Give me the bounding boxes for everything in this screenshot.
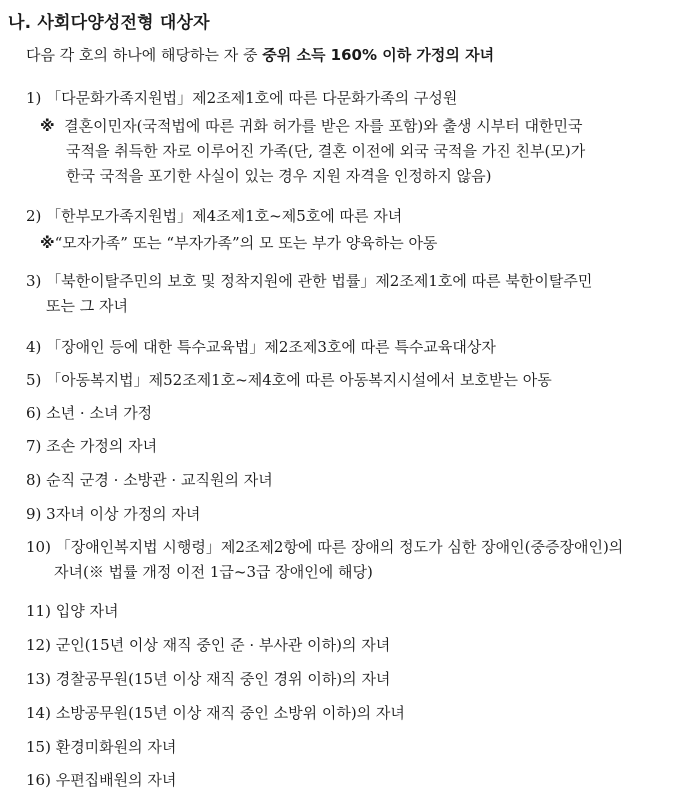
list-item-6: 6) 소년 · 소녀 가정 [26, 404, 153, 422]
list-item-12: 12) 군인(15년 이상 재직 중인 준 · 부사관 이하)의 자녀 [26, 636, 391, 654]
list-item-1: 1) 「다문화가족지원법」제2조제1호에 따른 다문화가족의 구성원 [26, 89, 458, 107]
list-item-10-line-2: 자녀(※ 법률 개정 이전 1급~3급 장애인에 해당) [54, 563, 373, 581]
list-item-2: 2) 「한부모가족지원법」제4조제1호~제5호에 따른 자녀 [26, 207, 403, 225]
list-item-4: 4) 「장애인 등에 대한 특수교육법」제2조제3호에 따른 특수교육대상자 [26, 338, 496, 356]
note-text: “모자가족” 또는 “부자가족”의 모 또는 부가 양육하는 아동 [54, 234, 438, 252]
list-item-14: 14) 소방공무원(15년 이상 재직 중인 소방위 이하)의 자녀 [26, 704, 405, 722]
note-mark: ※ [40, 234, 55, 252]
section-heading: 나. 사회다양성전형 대상자 [8, 13, 210, 33]
note-item-1-line-3: 한국 국적을 포기한 사실이 있는 경우 지원 자격을 인정하지 않음) [66, 167, 492, 185]
note-item-1-line-1 [40, 116, 582, 136]
list-item-15: 15) 환경미화원의 자녀 [26, 738, 177, 756]
list-item-10-line-1: 10) 「장애인복지법 시행령」제2조제2항에 따른 장애의 정도가 심한 장애인(중증장애인)의 [26, 538, 624, 556]
note-text: 결혼이민자(국적법에 따른 귀화 허가를 받은 자를 포함)와 출생 시부터 대한민국 [64, 117, 583, 135]
list-item-7: 7) 조손 가정의 자녀 [26, 437, 158, 455]
list-item-16: 16) 우편집배원의 자녀 [26, 771, 177, 789]
note-item-1-line-2: 국적을 취득한 자로 이루어진 가족(단, 결혼 이전에 외국 국적을 가진 친부(모)가 [66, 142, 586, 160]
intro-sentence [26, 44, 494, 65]
note-item-2 [40, 233, 437, 253]
list-item-8: 8) 순직 군경 · 소방관 · 교직원의 자녀 [26, 471, 273, 489]
intro-prefix: 다음 각 호의 하나에 해당하는 자 중 [26, 46, 263, 64]
list-item-13: 13) 경찰공무원(15년 이상 재직 중인 경위 이하)의 자녀 [26, 670, 391, 688]
list-item-3-line-2: 또는 그 자녀 [46, 297, 128, 315]
note-mark: ※ [40, 117, 55, 135]
list-item-5: 5) 「아동복지법」제52조제1호~제4호에 따른 아동복지시설에서 보호받는 아동 [26, 371, 552, 389]
list-item-11: 11) 입양 자녀 [26, 602, 119, 620]
list-item-3-line-1: 3) 「북한이탈주민의 보호 및 정착지원에 관한 법률」제2조제1호에 따른 북한이탈주민 [26, 272, 593, 290]
list-item-9: 9) 3자녀 이상 가정의 자녀 [26, 505, 201, 523]
intro-emphasis: 중위 소득 160% 이하 가정의 자녀 [262, 46, 495, 64]
